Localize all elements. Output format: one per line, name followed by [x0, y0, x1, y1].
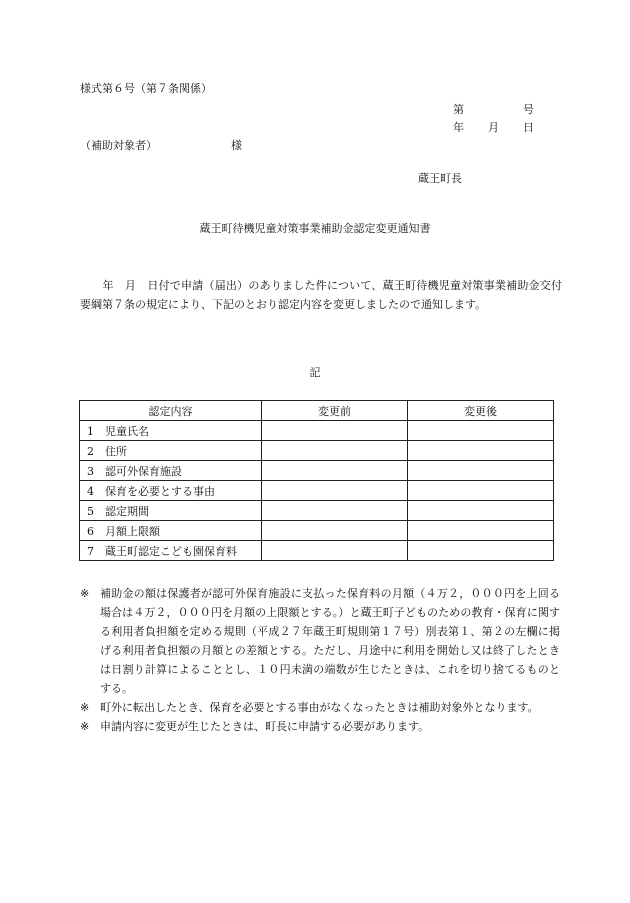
- row-label-cell: [80, 481, 262, 501]
- row-label: 認可外保育施設: [105, 464, 182, 478]
- note-item: [80, 698, 560, 717]
- table-row: [80, 441, 554, 461]
- header-after: 変更後: [408, 401, 554, 421]
- row-number: 4: [87, 484, 94, 498]
- document-number-line: [0, 101, 630, 115]
- notes-section: [80, 584, 560, 736]
- header-content: 認定内容: [80, 401, 262, 421]
- table-row: [80, 461, 554, 481]
- note-text: 補助金の額は保護者が認可外保育施設に支払った保育料の月額（４万２，０００円を上回る場合は４万２，０００円を月額の上限額とする。）と蔵王町子どものための教育・保育に関する利用者負担額を定める規則（平成２７年蔵王町規則第１７号）別表第１、第２の左欄に掲げる利用者負担額の月額との差額とする。ただし、月途中に利用を開始し又は終了したときは日割り計算によることとし、１０円未満の端数が生じたときは、これを切り捨てるものとする。: [100, 587, 560, 695]
- note-mark: ※: [80, 701, 90, 714]
- row-label-cell: [80, 501, 262, 521]
- note-item: [80, 584, 560, 698]
- after-cell: [408, 521, 554, 541]
- after-cell: [408, 461, 554, 481]
- sender-name: 蔵王町長: [418, 172, 462, 185]
- row-number: 3: [87, 464, 94, 478]
- number-prefix: 第: [453, 103, 464, 116]
- row-label: 蔵王町認定こども園保育料: [105, 544, 237, 558]
- change-table: [79, 400, 554, 561]
- before-cell: [262, 541, 408, 561]
- row-label-cell: [80, 541, 262, 561]
- after-cell: [408, 421, 554, 441]
- before-cell: [262, 501, 408, 521]
- after-cell: [408, 541, 554, 561]
- row-number: 1: [87, 424, 94, 438]
- table-header-row: [80, 401, 554, 421]
- recipient-line: [0, 137, 630, 151]
- row-label-cell: [80, 521, 262, 541]
- date-month: 月: [488, 121, 499, 134]
- after-cell: [408, 481, 554, 501]
- form-number: 様式第６号（第７条関係）: [80, 82, 212, 95]
- document-title: 蔵王町待機児童対策事業補助金認定変更通知書: [199, 222, 431, 235]
- before-cell: [262, 521, 408, 541]
- table-row: [80, 481, 554, 501]
- header-before: 変更前: [262, 401, 408, 421]
- row-number: 7: [87, 544, 94, 558]
- date-year: 年: [453, 121, 464, 134]
- body-paragraph: 年 月 日付で申請（届出）のありました件について、蔵王町待機児童対策事業補助金交付要綱第７条の規定により、下記のとおり認定内容を変更しましたので通知します。: [80, 279, 562, 311]
- after-cell: [408, 441, 554, 461]
- row-label: 認定期間: [105, 504, 149, 518]
- number-suffix: 号: [523, 103, 534, 116]
- before-cell: [262, 481, 408, 501]
- row-label: 児童氏名: [105, 424, 149, 438]
- row-label: 住所: [105, 444, 127, 458]
- date-day: 日: [523, 121, 534, 134]
- note-text: 申請内容に変更が生じたときは、町長に申請する必要があります。: [100, 720, 430, 733]
- note-item: [80, 717, 560, 736]
- row-label-cell: [80, 421, 262, 441]
- before-cell: [262, 461, 408, 481]
- row-label-cell: [80, 461, 262, 481]
- ki-heading: 記: [309, 366, 321, 379]
- before-cell: [262, 441, 408, 461]
- note-mark: ※: [80, 720, 90, 733]
- table-row: [80, 421, 554, 441]
- table-row: [80, 501, 554, 521]
- table-row: [80, 541, 554, 561]
- row-label: 保育を必要とする事由: [105, 484, 215, 498]
- row-label-cell: [80, 441, 262, 461]
- after-cell: [408, 501, 554, 521]
- row-number: 6: [87, 524, 94, 538]
- recipient-honorific: 様: [231, 139, 242, 152]
- note-mark: ※: [80, 587, 90, 600]
- note-text: 町外に転出したとき、保育を必要とする事由がなくなったときは補助対象外となります。: [100, 701, 539, 714]
- recipient-label: （補助対象者）: [80, 139, 157, 152]
- row-number: 5: [87, 504, 94, 518]
- row-number: 2: [87, 444, 94, 458]
- row-label: 月額上限額: [105, 524, 160, 538]
- before-cell: [262, 421, 408, 441]
- date-line: [0, 119, 630, 133]
- table-row: [80, 521, 554, 541]
